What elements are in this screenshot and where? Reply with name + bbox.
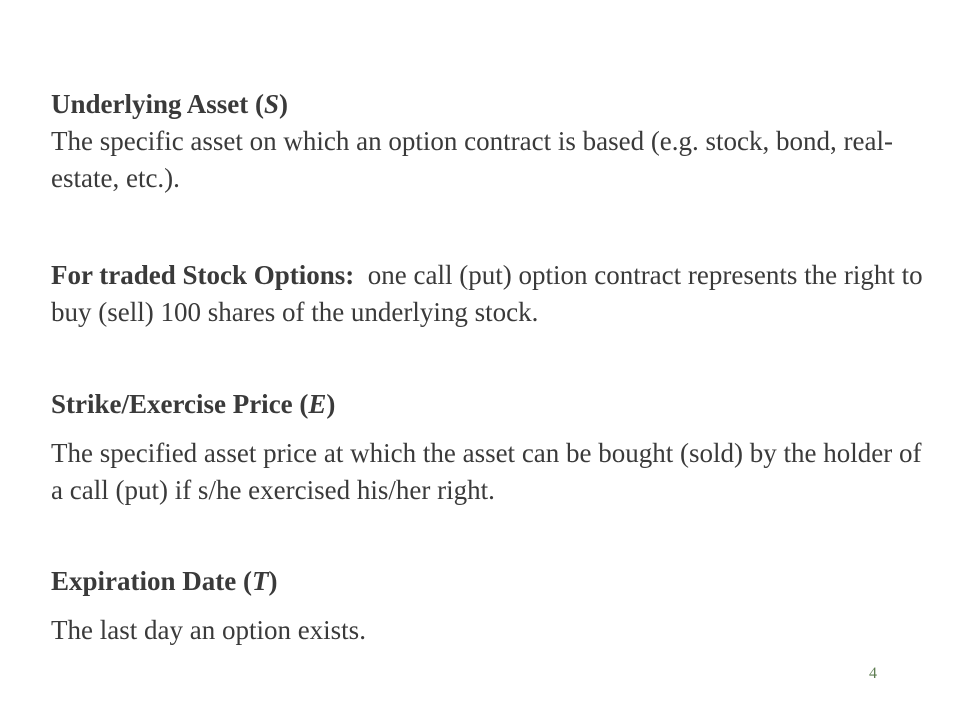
expiration-date-heading: Expiration Date (T) bbox=[51, 566, 278, 596]
expiration-date-definition: The last day an option exists. bbox=[51, 615, 366, 645]
traded-stock-options-lead: For traded Stock Options: bbox=[51, 260, 355, 290]
strike-price-symbol: E bbox=[308, 389, 327, 419]
traded-stock-options-paragraph bbox=[51, 257, 931, 331]
page-number: 4 bbox=[869, 665, 877, 682]
strike-price-definition: The specified asset price at which the asset can be bought (sold) by the holder of a call (put) if s/he exercised his/her right. bbox=[51, 438, 922, 505]
underlying-asset-symbol: S bbox=[264, 89, 280, 119]
strike-price-heading: Strike/Exercise Price (E) bbox=[51, 389, 336, 419]
traded-stock-options-text: one call (put) option contract represents the right to buy (sell) 100 shares of the underlying stock. bbox=[51, 260, 923, 327]
underlying-asset-heading: Underlying Asset (S) bbox=[51, 89, 289, 119]
underlying-asset-definition: The specific asset on which an option contract is based (e.g. stock, bond, real-estate, etc.). bbox=[51, 126, 893, 193]
expiration-date-symbol: T bbox=[251, 566, 269, 596]
